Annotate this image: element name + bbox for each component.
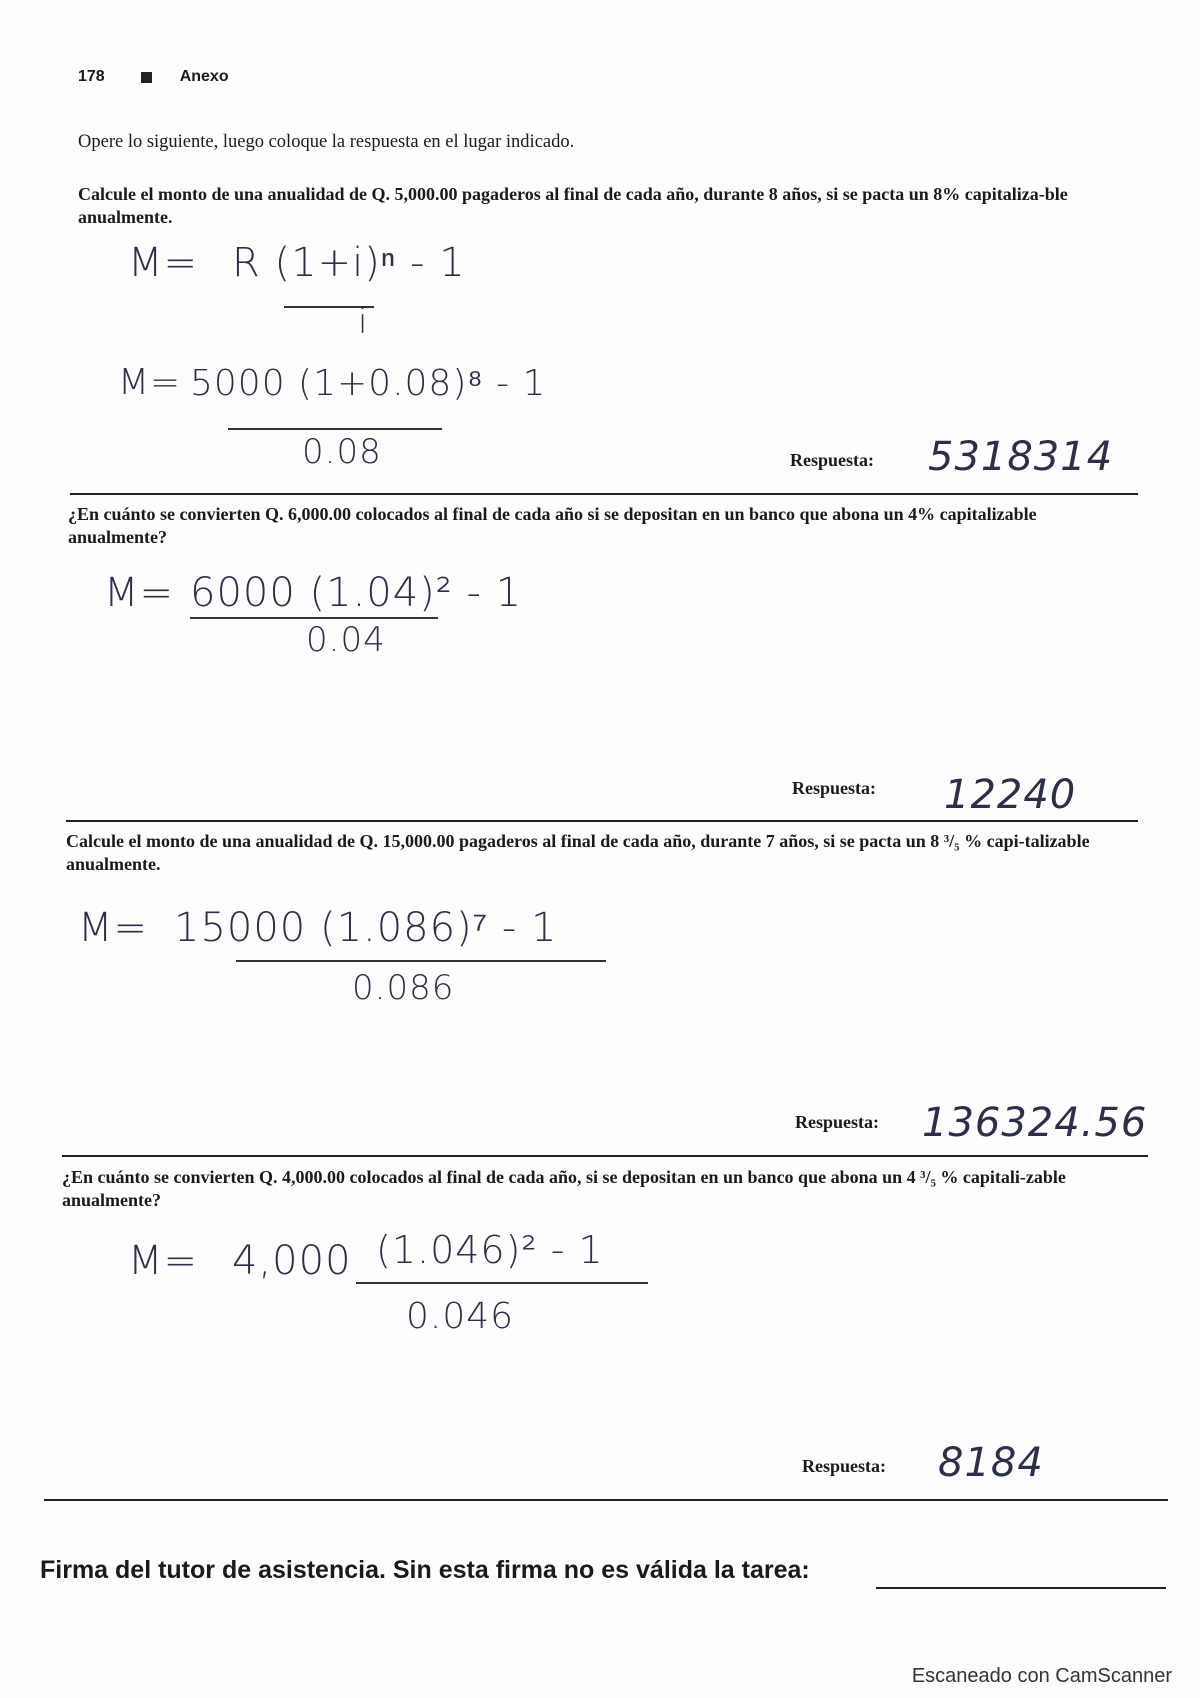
page-header [78, 68, 229, 86]
work-4-left: M= [128, 1238, 199, 1284]
work-3-denominator: 0.086 [352, 968, 455, 1008]
work-1-line1-left: M= [128, 240, 199, 286]
work-3-numerator: 15000 (1.086)⁷ - 1 [174, 905, 558, 951]
page-number: 178 [78, 68, 105, 85]
section-title: Anexo [179, 68, 229, 85]
work-3-left: M= [78, 905, 149, 951]
square-bullet-icon [141, 72, 152, 83]
answer-2: 12240 [944, 772, 1077, 818]
answer-4: 8184 [938, 1440, 1044, 1486]
divider [66, 820, 1138, 822]
fraction-bar [356, 1282, 648, 1284]
work-1-line2-denominator: 0.08 [302, 432, 382, 472]
work-4-numerator: (1.046)² - 1 [376, 1228, 604, 1272]
answer-label-3: Respuesta: [795, 1112, 879, 1132]
scanner-watermark: Escaneado con CamScanner [911, 1665, 1172, 1687]
divider [70, 493, 1138, 495]
question-3: Calcule el monto de una anualidad de Q. 15,000.00 pagaderos al final de cada año, durante 7 años, si se pacta un 8 ³/₅ % capi-talizable anualmente. [66, 831, 1090, 874]
signature-line [876, 1587, 1166, 1589]
work-4-coefficient: 4,000 [232, 1238, 352, 1284]
divider [44, 1499, 1168, 1501]
work-4-denominator: 0.046 [406, 1296, 515, 1337]
work-2-denominator: 0.04 [306, 620, 386, 660]
work-1-line2-numerator: 5000 (1+0.08)⁸ - 1 [190, 363, 547, 404]
signature-label: Firma del tutor de asistencia. Sin esta firma no es válida la tarea: [40, 1556, 810, 1584]
divider [62, 1155, 1148, 1157]
work-1-line1-denominator: i [358, 302, 369, 342]
question-1: Calcule el monto de una anualidad de Q. 5,000.00 pagaderos al final de cada año, durante 8 años, si se pacta un 8% capitaliza-ble anualmente. [78, 184, 1068, 227]
instructions: Opere lo siguiente, luego coloque la respuesta en el lugar indicado. [78, 132, 575, 152]
question-4: ¿En cuánto se convierten Q. 4,000.00 colocados al final de cada año, si se depositan en un banco que abona un 4 ³/₅ % capitali-zable anualmente? [62, 1167, 1066, 1210]
answer-label-2: Respuesta: [792, 778, 876, 798]
fraction-bar [236, 960, 606, 962]
work-1-line2-left: M= [118, 362, 182, 403]
answer-label-1: Respuesta: [790, 450, 874, 470]
question-2: ¿En cuánto se convierten Q. 6,000.00 colocados al final de cada año si se depositan en un banco que abona un 4% capitalizable anualmente? [68, 504, 1037, 547]
work-2-numerator: 6000 (1.04)² - 1 [190, 570, 523, 616]
answer-3: 136324.56 [922, 1100, 1148, 1146]
work-2-left: M= [104, 570, 175, 616]
answer-1: 5318314 [928, 434, 1114, 480]
fraction-bar [228, 428, 442, 430]
answer-label-4: Respuesta: [802, 1456, 886, 1476]
fraction-bar [190, 617, 438, 619]
work-1-line1-numerator: R (1+i)ⁿ - 1 [232, 240, 466, 286]
